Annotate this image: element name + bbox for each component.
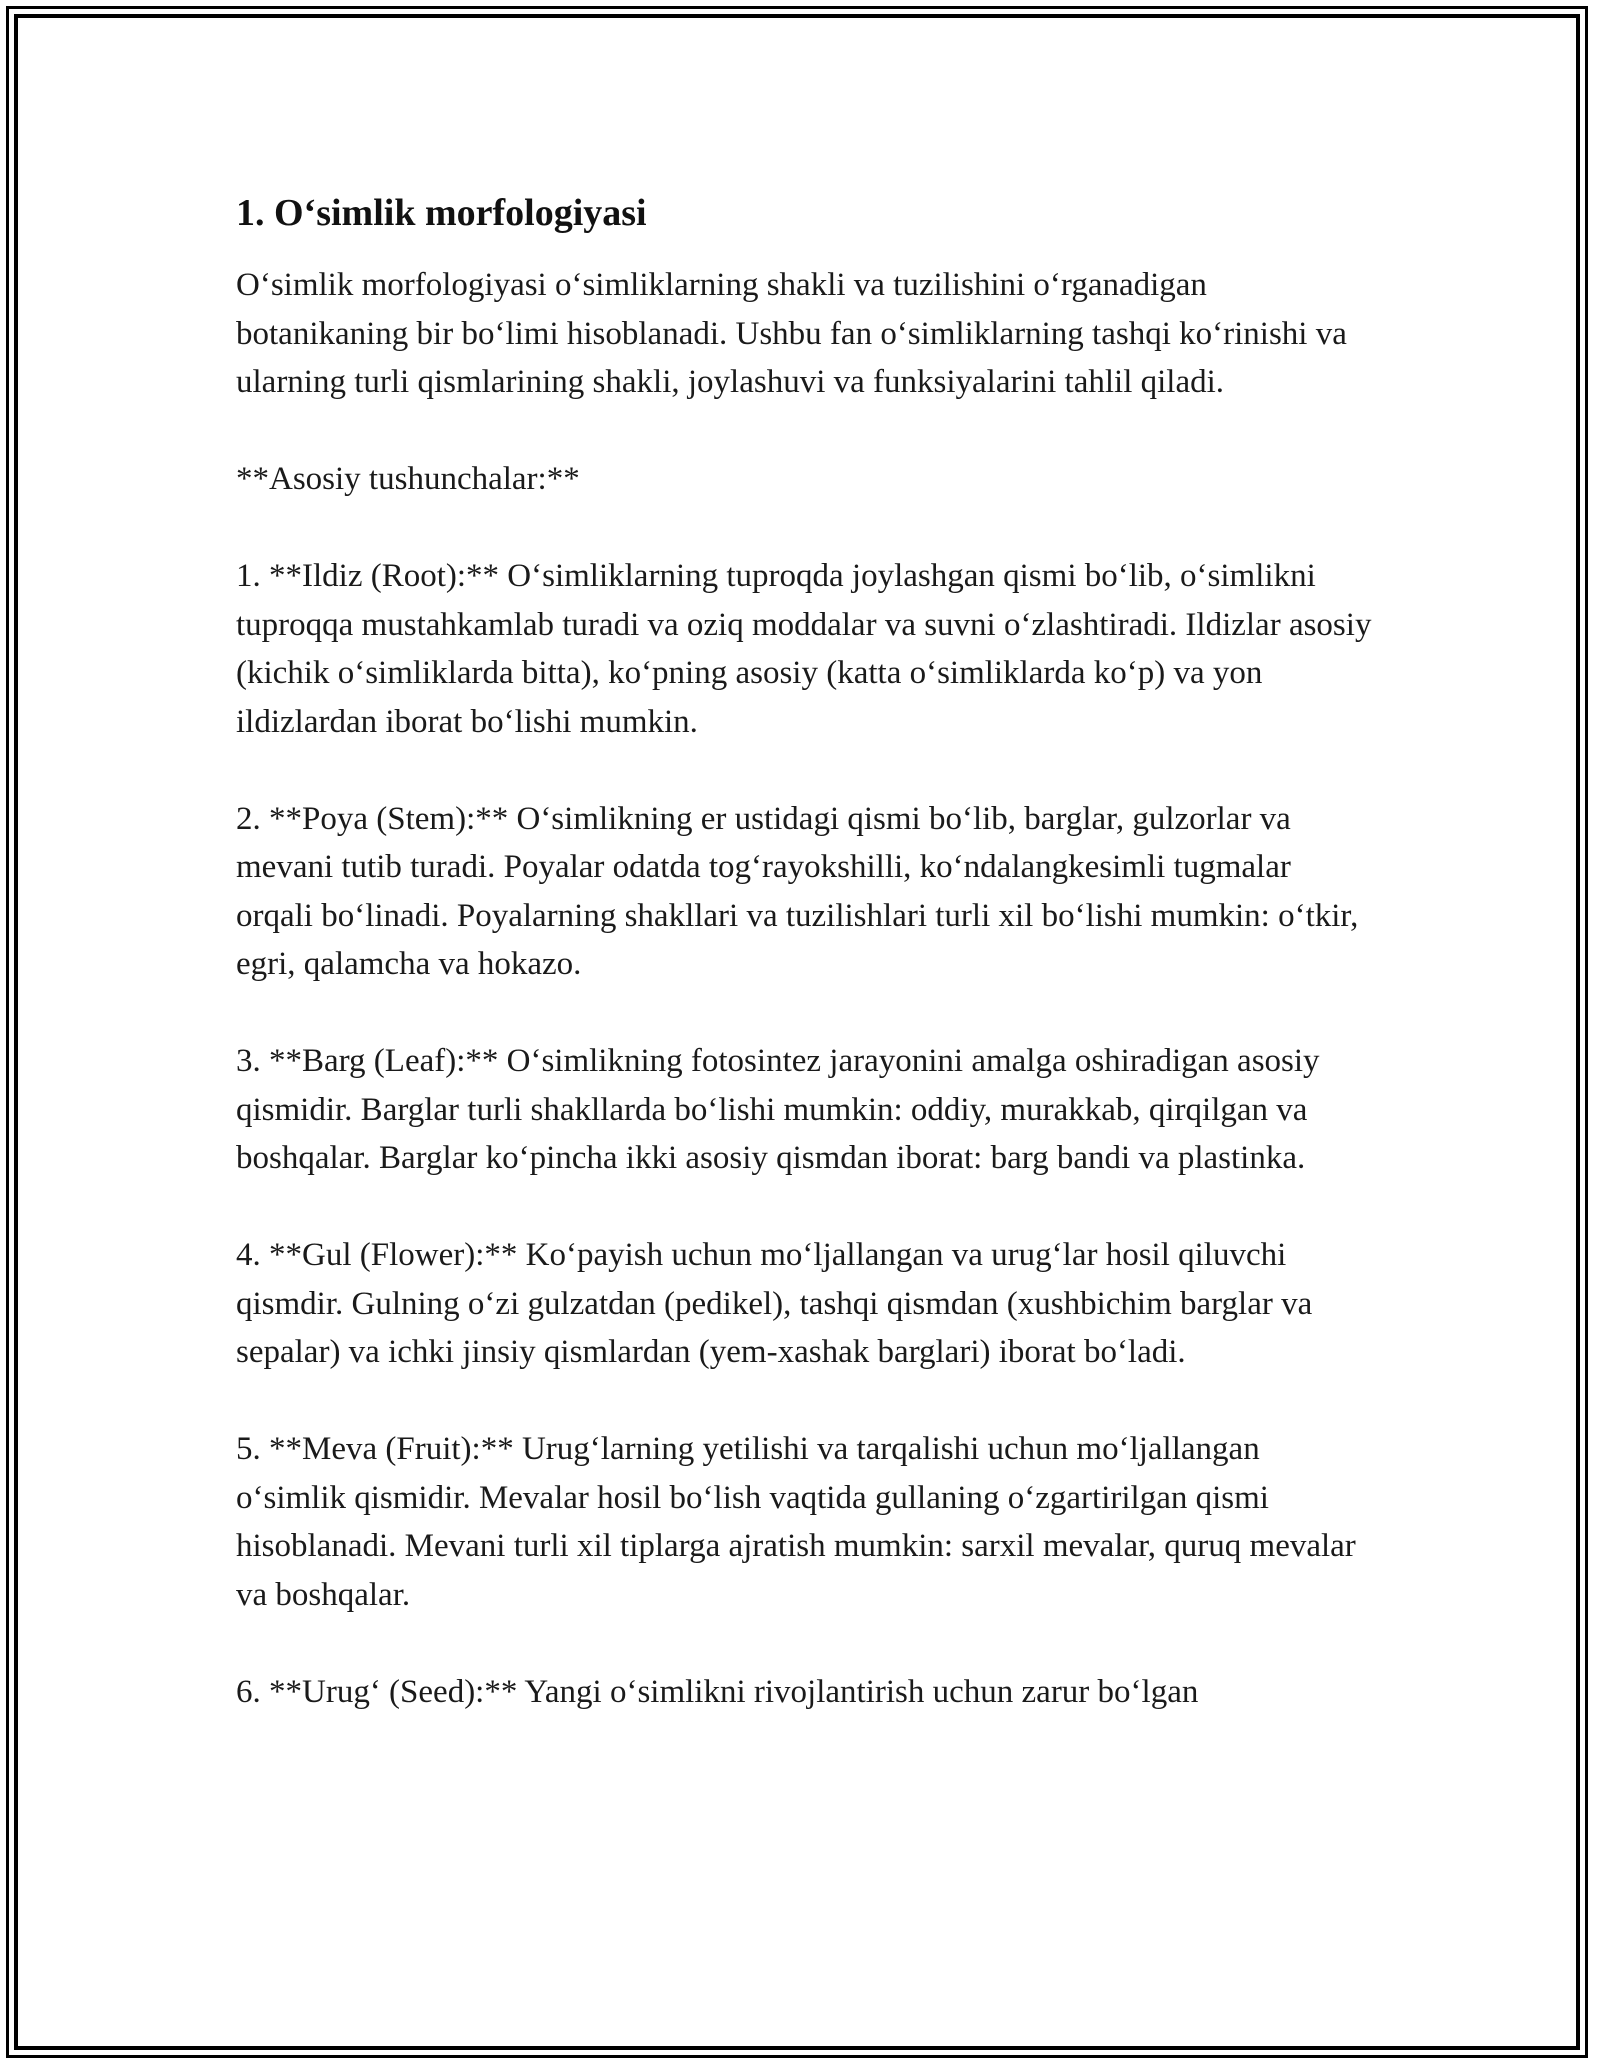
list-item-fruit: 5. **Meva (Fruit):** Urug‘larning yetilishi va tarqalishi uchun mo‘ljallangan o‘simlik qismidir. Mevalar hosil bo‘lish vaqtida gullaning o‘zgartirilgan qismi hisoblanadi. Mevani turli xil tiplarga ajratish mumkin: sarxil mevalar, quruq mevalar va boshqalar. xyxy=(236,1431,1356,1613)
list-item-stem: 2. **Poya (Stem):** O‘simlikning er ustidagi qismi bo‘lib, barglar, gulzorlar va mevani tutib turadi. Poyalar odatda tog‘rayokshilli, ko‘ndalangkesimli tugmalar orqali bo‘linadi. Poyalarning shakllari va tuzilishlari turli xil bo‘lishi mumkin: o‘tkir, egri, qalamcha va hokazo. xyxy=(236,800,1359,982)
list-item-leaf: 3. **Barg (Leaf):** O‘simlikning fotosintez jarayonini amalga oshiradigan asosiy qismidir. Barglar turli shakllarda bo‘lishi mumkin: oddiy, murakkab, qirqilgan va boshqalar. Barglar ko‘pincha ikki asosiy qismdan iborat: barg bandi va plastinka. xyxy=(236,1043,1320,1176)
section-title: 1. O‘simlik morfologiyasi xyxy=(236,192,647,234)
key-concepts-heading: **Asosiy tushunchalar:** xyxy=(236,461,580,497)
list-item-root: 1. **Ildiz (Root):** O‘simliklarning tuproqda joylashgan qismi bo‘lib, o‘simlikni tuproqqa mustahkamlab turadi va oziq moddalar va suvni o‘zlashtiradi. Ildizlar asosiy (kichik o‘simliklarda bitta), ko‘pning asosiy (katta o‘simliklarda ko‘p) va yon ildizlardan iborat bo‘lishi mumkin. xyxy=(236,558,1372,740)
list-item-flower: 4. **Gul (Flower):** Ko‘payish uchun mo‘ljallangan va urug‘lar hosil qiluvchi qismdir. Gulning o‘zi gulzatdan (pedikel), tashqi qismdan (xushbichim barglar va sepalar) va ichki jinsiy qismlardan (yem-xashak barglari) iborat bo‘ladi. xyxy=(236,1237,1313,1370)
document-body xyxy=(236,185,1376,1716)
intro-paragraph: O‘simlik morfologiyasi o‘simliklarning shakli va tuzilishini o‘rganadigan botanikaning bir bo‘limi hisoblanadi. Ushbu fan o‘simliklarning tashqi ko‘rinishi va ularning turli qismlarining shakli, joylashuvi va funksiyalarini tahlil qiladi. xyxy=(236,267,1347,400)
list-item-seed: 6. **Urug‘ (Seed):** Yangi o‘simlikni rivojlantirish uchun zarur bo‘lgan xyxy=(236,1673,1199,1710)
